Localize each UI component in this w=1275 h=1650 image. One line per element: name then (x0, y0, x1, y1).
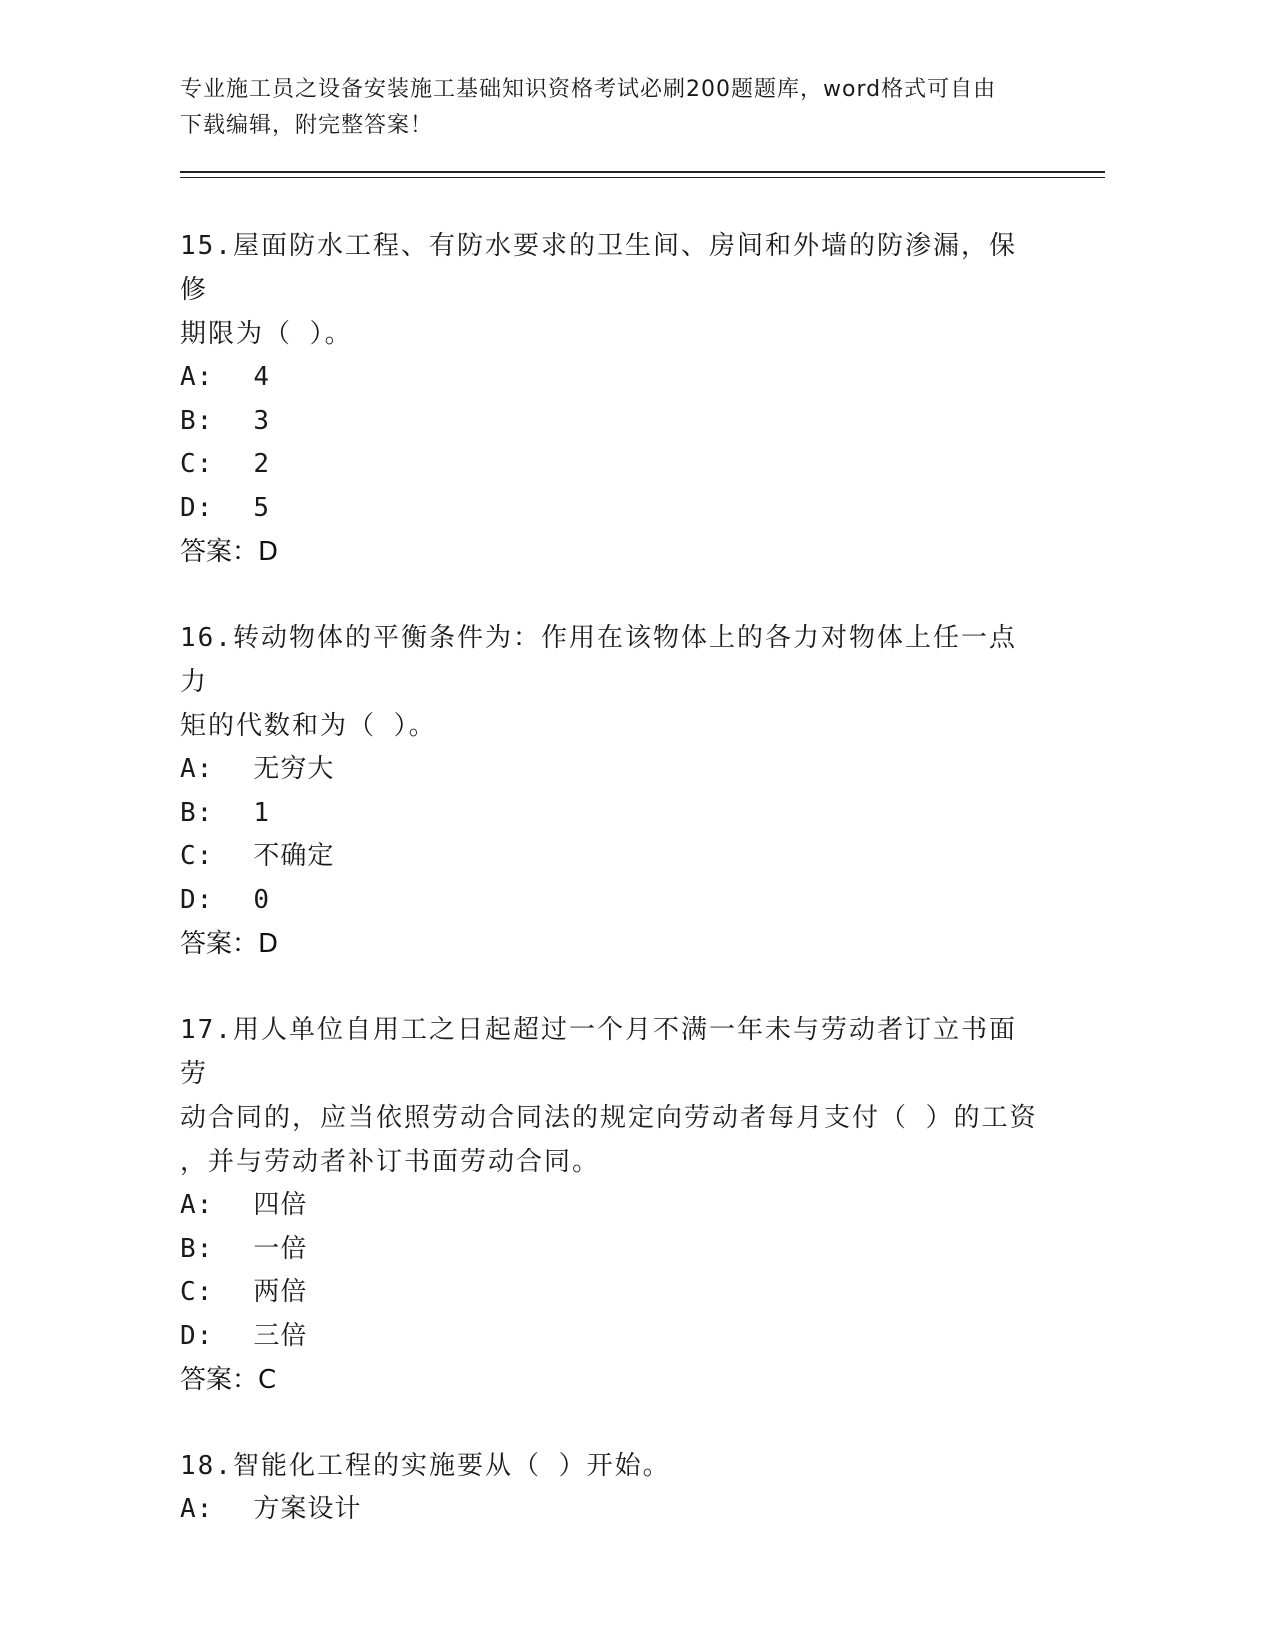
question-stem-line: ，并与劳动者补订书面劳动合同。 (180, 1147, 601, 1177)
header-line-2: 下载编辑，附完整答案！ (180, 113, 434, 138)
header-line-1: 专业施工员之设备安装施工基础知识资格考试必刷200题题库，word格式可自由 (180, 77, 997, 102)
header-divider-thick (180, 171, 1105, 173)
header-divider-thin (180, 177, 1105, 178)
question-stem-line: 15.屋面防水工程、有防水要求的卫生间、房间和外墙的防渗漏，保修 (180, 231, 1017, 305)
option-letter: B: (180, 405, 214, 436)
option-letter: A: (180, 1190, 214, 1220)
question-15 (180, 224, 1040, 574)
option-c (180, 443, 1040, 487)
question-stem-line: 动合同的，应当依照劳动合同法的规定向劳动者每月支付（ ）的工资 (180, 1103, 1038, 1133)
answer-line: 答案：D (180, 537, 279, 567)
option-d (180, 879, 1040, 923)
option-c (180, 1271, 1040, 1315)
option-text: 四倍 (253, 1190, 308, 1220)
option-a (180, 1184, 1040, 1228)
answer-line: 答案：D (180, 929, 279, 959)
question-stem-line: 17.用人单位自用工之日起超过一个月不满一年未与劳动者订立书面劳 (180, 1015, 1017, 1089)
option-text: 1 (253, 797, 270, 828)
question-17 (180, 1008, 1040, 1402)
option-a (180, 748, 1040, 792)
option-text: 4 (253, 362, 270, 392)
option-letter: D: (180, 884, 214, 915)
option-text: 一倍 (253, 1233, 308, 1264)
option-letter: A: (180, 1494, 214, 1524)
option-text: 两倍 (253, 1277, 308, 1307)
option-text: 5 (253, 492, 270, 523)
option-a (180, 1488, 1040, 1532)
option-letter: A: (180, 362, 214, 392)
answer-line: 答案：C (180, 1365, 277, 1395)
option-d (180, 487, 1040, 531)
question-16 (180, 616, 1040, 966)
option-letter: A: (180, 754, 214, 784)
question-stem-line: 16.转动物体的平衡条件为：作用在该物体上的各力对物体上任一点力 (180, 623, 1017, 697)
option-letter: B: (180, 797, 214, 828)
option-c (180, 835, 1040, 879)
option-text: 方案设计 (253, 1494, 362, 1524)
option-text: 三倍 (253, 1320, 308, 1351)
option-a (180, 356, 1040, 400)
question-list (180, 224, 1040, 1574)
option-letter: C: (180, 841, 214, 871)
option-letter: B: (180, 1233, 214, 1264)
option-text: 0 (253, 884, 270, 915)
option-b (180, 1228, 1040, 1272)
question-18 (180, 1444, 1040, 1532)
option-letter: C: (180, 449, 214, 479)
option-text: 3 (253, 405, 270, 436)
option-d (180, 1315, 1040, 1359)
option-text: 2 (253, 449, 270, 479)
option-letter: C: (180, 1277, 214, 1307)
question-stem-line: 矩的代数和为（ ）。 (180, 711, 437, 741)
option-b (180, 400, 1040, 444)
option-b (180, 792, 1040, 836)
option-text: 无穷大 (253, 754, 335, 784)
question-stem-line: 18.智能化工程的实施要从（ ）开始。 (180, 1451, 671, 1481)
option-letter: D: (180, 1320, 214, 1351)
question-stem-line: 期限为（ ）。 (180, 319, 353, 349)
document-header (180, 72, 1050, 144)
option-text: 不确定 (253, 841, 335, 871)
option-letter: D: (180, 492, 214, 523)
